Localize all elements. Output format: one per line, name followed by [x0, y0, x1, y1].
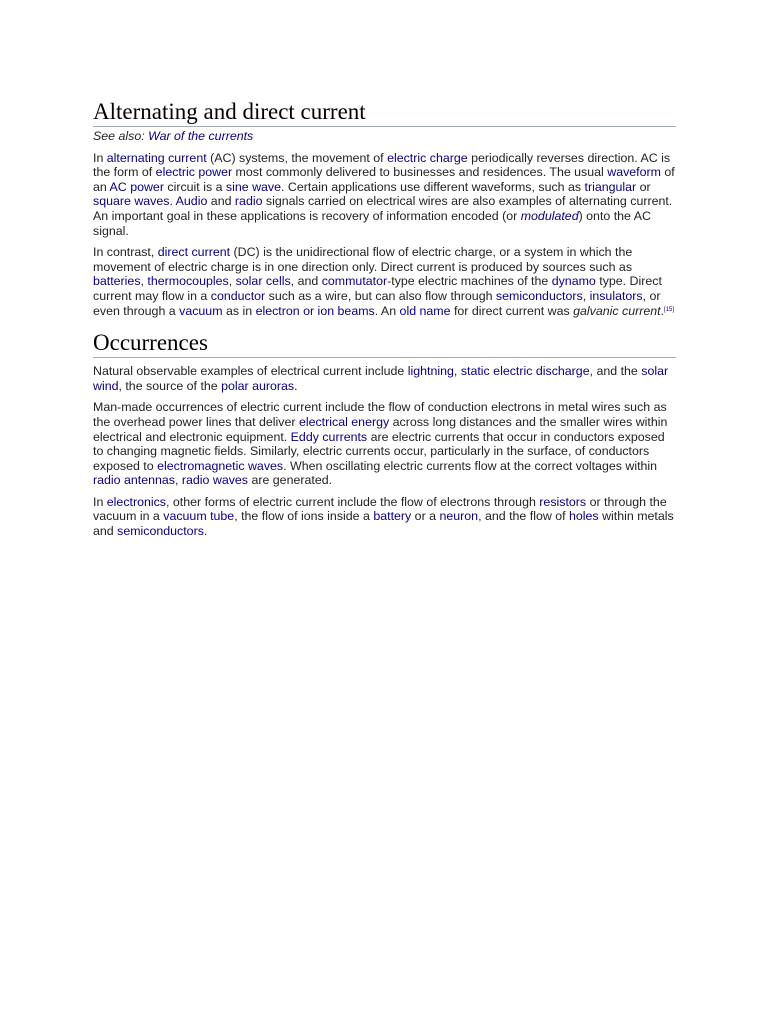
text: . When oscillating electric currents flow at the correct voltages within — [283, 458, 658, 473]
link-direct-current[interactable]: direct current — [157, 245, 231, 260]
see-also-hatnote — [93, 129, 676, 144]
link-alternating-current[interactable]: alternating current — [106, 150, 207, 165]
text: , and — [290, 274, 322, 289]
text: , — [582, 288, 590, 303]
paragraph-dc — [93, 245, 676, 318]
section-heading-alternating-direct-current: Alternating and direct current — [93, 99, 676, 127]
text: . Certain applications use different waveforms, such as — [281, 179, 585, 194]
link-eddy-currents[interactable]: Eddy currents — [290, 429, 368, 444]
text: are electric currents that occur in conductors exposed to changing magnetic fields. Similarly, electric currents occur, particularly in the surface, of conductors exposed to — [93, 429, 665, 473]
link-semiconductors-2[interactable]: semiconductors — [117, 524, 204, 539]
text: , the flow of ions inside a — [234, 509, 374, 524]
link-sine-wave[interactable]: sine wave — [225, 179, 282, 194]
link-lightning[interactable]: lightning — [407, 364, 454, 379]
link-polar-auroras[interactable]: polar auroras — [221, 378, 295, 393]
text: , — [453, 364, 461, 379]
text: within metals and — [93, 509, 674, 539]
text: signals carried on electrical wires are also examples of alternating current. An important goal in these applications is recovery of information encoded (or — [93, 194, 673, 223]
text: (AC) systems, the movement of — [206, 150, 388, 165]
text: as in — [222, 303, 256, 318]
link-ac-power[interactable]: AC power — [109, 179, 164, 194]
link-semiconductors[interactable]: semiconductors — [495, 288, 583, 303]
hatnote-prefix: See also: — [93, 129, 149, 143]
paragraph-ac — [93, 151, 676, 239]
link-holes[interactable]: holes — [569, 509, 599, 524]
link-batteries[interactable]: batteries — [93, 274, 141, 289]
link-dynamo[interactable]: dynamo — [551, 274, 596, 289]
text: . — [660, 303, 665, 318]
galvanic-current-italic: galvanic current — [573, 303, 661, 318]
link-modulated[interactable] — [521, 209, 579, 223]
link-static-electric-discharge[interactable]: static electric discharge — [460, 364, 590, 379]
link-electronics[interactable]: electronics — [106, 494, 167, 509]
text: . — [169, 194, 176, 209]
link-waveform[interactable]: waveform — [607, 165, 661, 180]
text: Man-made occurrences of electric current include the flow of conduction electrons in metal wires such as the overhead power lines that deliver — [93, 400, 667, 429]
text: are generated. — [248, 473, 333, 488]
text: , — [140, 274, 148, 289]
text: circuit is a — [163, 179, 226, 194]
paragraph-electronics — [93, 495, 676, 539]
text: , the source of the — [118, 378, 222, 393]
link-electric-power[interactable]: electric power — [155, 165, 233, 180]
text: In — [93, 150, 107, 165]
text: most commonly delivered to businesses and residences. The usual — [232, 165, 608, 180]
link-commutator[interactable]: commutator — [321, 274, 388, 289]
link-neuron[interactable]: neuron — [439, 509, 479, 524]
link-old-name[interactable]: old name — [399, 303, 451, 318]
text: for direct current was — [450, 303, 574, 318]
text: . — [203, 524, 208, 539]
link-triangular[interactable]: triangular — [584, 179, 637, 194]
link-radio-waves[interactable]: radio waves — [181, 473, 248, 488]
text: , and the flow of — [478, 509, 569, 524]
article-content — [93, 99, 676, 546]
text: periodically reverses direction. AC is the form of — [93, 150, 671, 180]
modulated-italic[interactable]: modulated — [520, 208, 579, 223]
link-resistors[interactable]: resistors — [539, 494, 587, 509]
paragraph-man-made — [93, 400, 676, 488]
link-vacuum-tube[interactable]: vacuum tube — [163, 509, 235, 524]
link-battery[interactable]: battery — [373, 509, 412, 524]
text: , and the — [589, 364, 642, 379]
text: , or even through a — [93, 288, 661, 318]
paragraph-natural-examples — [93, 364, 676, 393]
section-heading-occurrences: Occurrences — [93, 330, 676, 358]
text: ) onto the AC signal. — [93, 208, 651, 238]
link-conductor[interactable]: conductor — [210, 288, 266, 303]
link-electric-charge[interactable]: electric charge — [387, 150, 468, 165]
text: (DC) is the unidirectional flow of electric charge, or a system in which the movement of electric charge is in one direction only. Direct current is produced by sources such as — [93, 245, 633, 274]
link-electron-or-ion-beams[interactable]: electron or ion beams — [255, 303, 375, 318]
text: , other forms of electric current include the flow of electrons through — [166, 494, 540, 509]
text: , — [228, 274, 236, 289]
text: . — [294, 378, 298, 393]
text: or a — [411, 509, 440, 524]
reference-15[interactable]: [15] — [664, 306, 675, 313]
text: Natural observable examples of electrical current include — [93, 364, 408, 379]
text: such as a wire, but can also flow through — [265, 288, 496, 303]
text: , — [174, 473, 182, 488]
link-solar-wind[interactable]: solar wind — [93, 364, 669, 393]
link-square-waves[interactable]: square waves — [93, 194, 170, 209]
link-solar-cells[interactable]: solar cells — [235, 274, 291, 289]
text: of an — [93, 165, 675, 194]
text: or through the vacuum in a — [93, 494, 667, 524]
text: across long distances and the smaller wires within electrical and electronic equipment. — [93, 414, 668, 444]
text: type. Direct current may flow in a — [93, 274, 662, 303]
link-audio[interactable]: Audio — [175, 194, 208, 209]
link-radio-antennas[interactable]: radio antennas — [93, 473, 175, 488]
link-electrical-energy[interactable]: electrical energy — [298, 414, 390, 429]
link-vacuum[interactable]: vacuum — [179, 303, 223, 318]
text: -type electric machines of the — [387, 274, 552, 289]
text: In contrast, — [93, 245, 158, 260]
text: or — [636, 179, 651, 194]
text: In — [93, 494, 107, 509]
link-electromagnetic-waves[interactable]: electromagnetic waves — [157, 458, 284, 473]
link-radio[interactable]: radio — [234, 194, 263, 209]
text: . An — [374, 303, 400, 318]
link-insulators[interactable]: insulators — [589, 288, 643, 303]
link-war-of-the-currents[interactable]: War of the currents — [148, 129, 254, 143]
text: and — [207, 194, 235, 209]
link-thermocouples[interactable]: thermocouples — [147, 274, 229, 289]
